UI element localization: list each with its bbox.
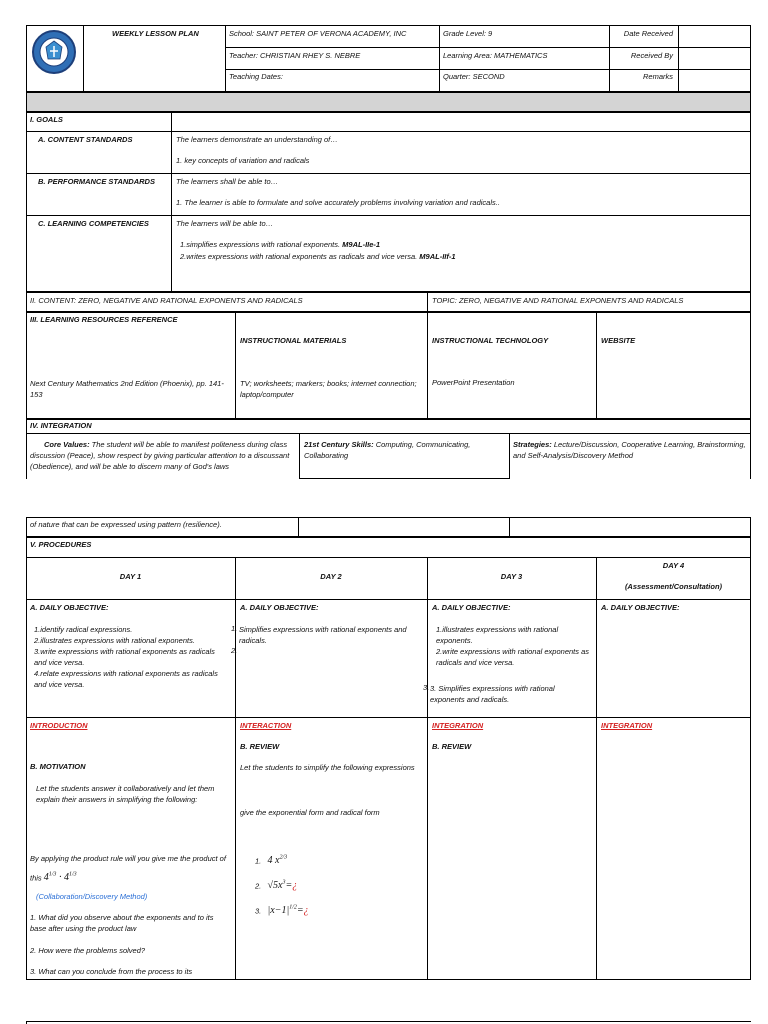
goals-line-1: [26, 131, 751, 132]
materials-label: INSTRUCTIONAL MATERIALS: [240, 336, 347, 345]
day3-review-label: B. REVIEW: [432, 742, 472, 751]
day3-objective-num-3: 3.: [423, 683, 430, 692]
school-field: School: SAINT PETER OF VERONA ACADEMY, INC: [229, 29, 407, 38]
reference-text: Next Century Mathematics 2nd Edition (Phoenix), pp. 141-153: [30, 379, 224, 399]
competency-1-text: 1.simplifies expressions with rational exponents.: [180, 240, 341, 249]
plan-title: WEEKLY LESSON PLAN: [112, 29, 199, 38]
proc-div-1: [235, 557, 236, 980]
content-row-divider: [427, 292, 428, 312]
competencies-line-2: [180, 240, 380, 250]
integration-div-2: [509, 433, 510, 479]
strategies-body: Lecture/Discussion, Cooperative Learning, Brainstorming, and Self-Analysis/Discovery Method: [513, 440, 746, 460]
resources-table: [26, 312, 751, 419]
day4-subheader: (Assessment/Consultation): [624, 582, 723, 591]
question-3: 3. What can you conclude from the process to its: [30, 967, 193, 976]
interaction-label: INTERACTION: [240, 721, 292, 730]
proc-div-3: [596, 557, 597, 980]
website-label: WEBSITE: [601, 336, 636, 345]
empty-mid-cell: [298, 517, 509, 537]
procedures-heading: V. PROCEDURES: [30, 540, 92, 549]
day3-header: DAY 3: [500, 572, 523, 581]
technology-text: PowerPoint Presentation: [432, 378, 515, 387]
core-values-body: The student will be able to manifest politeness during class discussion (Peace), show respect by giving particular attention to a discussant (Obedience), and will be able to discern many of God's laws: [30, 440, 290, 471]
integration-heading-line: [26, 433, 751, 434]
objective-row-line: [26, 717, 751, 718]
day3-objective-3: 3. Simplifies expressions with rational exponents and radicals.: [430, 684, 555, 704]
core-values-label: Core Values:: [44, 440, 90, 449]
day4-objective-label: A. DAILY OBJECTIVE:: [601, 603, 680, 612]
day2-objective-label: A. DAILY OBJECTIVE:: [240, 603, 319, 612]
competency-2-code: M9AL-IIf-1: [419, 252, 456, 261]
content-text: II. CONTENT: ZERO, NEGATIVE AND RATIONAL EXPONENTS AND RADICALS: [30, 296, 303, 305]
motivation-label: B. MOTIVATION: [30, 762, 86, 771]
day2-objective-num-2: 2.: [231, 646, 238, 655]
resources-div-1: [235, 312, 236, 419]
product-expression: $4^{1/3} \cdot 4^{1/3}$: [43, 872, 77, 884]
motivation-text: Let the students answer it collaboratively and let them explain their answers in simplifying the following:: [36, 784, 215, 804]
review-instructions-2: give the exponential form and radical form: [240, 808, 380, 817]
question-2: 2. How were the problems solved?: [30, 946, 146, 955]
remarks-label: Remarks: [642, 72, 673, 81]
skills-text: [304, 439, 504, 461]
received-by-label: Received By: [630, 51, 673, 60]
competency-2-text: 2.writes expressions with rational exponents as radicals and vice versa.: [180, 252, 418, 261]
goals-line-3: [26, 215, 751, 216]
materials-text: TV; worksheets; markers; books; internet connection; laptop/computer: [240, 379, 417, 399]
grade-level-field: Grade Level: 9: [443, 29, 493, 38]
integration-bottom-mid: [299, 478, 509, 479]
core-values-text: [30, 439, 296, 472]
content-standards-label: A. CONTENT STANDARDS: [38, 135, 133, 144]
day2-objective-num-1: 1.: [231, 624, 238, 633]
day1-objective-label: A. DAILY OBJECTIVE:: [30, 603, 109, 612]
competencies-line-1: The learners will be able to…: [176, 219, 274, 228]
gray-band: [26, 92, 751, 112]
day4-header: DAY 4: [662, 561, 685, 570]
day1-objective-4: 4.relate expressions with rational exponents as radicals and vice versa.: [34, 669, 218, 689]
days-row-line: [26, 599, 751, 600]
day3-objective-label: A. DAILY OBJECTIVE:: [432, 603, 511, 612]
review-item-1: 1. 4 $x^{2/3}$: [255, 855, 288, 867]
competencies-line-3: [180, 252, 456, 262]
content-standards-line-1: The learners demonstrate an understanding of…: [176, 135, 338, 144]
topic-label: TOPIC: ZERO, NEGATIVE AND RATIONAL EXPONENTS AND RADICALS: [432, 296, 684, 305]
resources-heading: III. LEARNING RESOURCES REFERENCE: [30, 315, 178, 324]
review-item-2: 2. $√5x^3=¿$: [255, 880, 298, 892]
proc-div-2: [427, 557, 428, 980]
teaching-dates-field: Teaching Dates:: [229, 72, 283, 81]
strategies-text: [513, 439, 748, 461]
day3-objective-1: 1.illustrates expressions with rational exponents.: [436, 625, 559, 645]
performance-line-1: The learners shall be able to…: [176, 177, 279, 186]
day2-objective: Simplifies expressions with rational exponents and radicals.: [239, 625, 407, 645]
learning-competencies-label: C. LEARNING COMPETENCIES: [38, 219, 149, 228]
product-rule-text: [30, 851, 230, 886]
header-divider-3: [439, 25, 440, 92]
goals-heading: I. GOALS: [30, 115, 63, 124]
learning-area-field: Learning Area: MATHEMATICS: [443, 51, 548, 60]
integration-label-day4: INTEGRATION: [601, 721, 653, 730]
skills-body: Computing, Communicating, Collaborating: [304, 440, 471, 460]
product-rule-body: By applying the product rule will you give me the product of this: [30, 854, 226, 883]
header-divider-1: [83, 25, 84, 92]
performance-standards-label: B. PERFORMANCE STANDARDS: [38, 177, 155, 186]
day1-objective-1: 1.identify radical expressions.: [34, 625, 133, 634]
school-seal-logo: [31, 29, 77, 75]
day3-objectives: [436, 624, 591, 668]
review-item-3: 3. $|x-1|^{1/2}=¿$: [255, 905, 309, 917]
procedures-heading-line: [26, 557, 751, 558]
header-divider-5: [678, 25, 679, 92]
resources-div-2: [427, 312, 428, 419]
day2-review-label: B. REVIEW: [240, 742, 280, 751]
strategies-label: Strategies:: [513, 440, 552, 449]
quarter-field: Quarter: SECOND: [443, 72, 505, 81]
day1-header: DAY 1: [119, 572, 142, 581]
technology-label: INSTRUCTIONAL TECHNOLOGY: [432, 336, 549, 345]
header-row-line-2: [225, 69, 751, 70]
integration-heading: IV. INTEGRATION: [30, 421, 92, 430]
date-received-label: Date Received: [623, 29, 673, 38]
integration-div-1: [299, 433, 300, 479]
content-label: [30, 296, 303, 306]
resources-div-3: [596, 312, 597, 419]
content-standards-line-2: 1. key concepts of variation and radicals: [176, 156, 310, 165]
review-instructions: Let the students to simplify the following expressions: [240, 763, 415, 772]
day1-objectives: [34, 624, 229, 690]
day3-objective-2: 2.write expressions with rational exponents as radicals and vice versa.: [436, 647, 589, 667]
day2-header: DAY 2: [320, 572, 342, 581]
day1-objective-3: 3.write expressions with rational exponents as radicals and vice versa.: [34, 647, 215, 667]
performance-line-2: 1. The learner is able to formulate and solve accurately problems involving variation and radicals..: [176, 198, 500, 207]
competency-1-code: M9AL-IIe-1: [342, 240, 381, 249]
header-divider-2: [225, 25, 226, 92]
question-1: 1. What did you observe about the exponents and to its base after using the product law: [30, 913, 214, 933]
goals-line-2: [26, 173, 751, 174]
next-page-table-top: [26, 1021, 751, 1022]
integration-label-day3: INTEGRATION: [432, 721, 484, 730]
collaboration-method: (Collaboration/Discovery Method): [36, 892, 148, 901]
day1-objective-2: 2.illustrates expressions with rational exponents.: [34, 636, 195, 645]
goals-col-divider: [171, 112, 172, 292]
skills-label: 21st Century Skills:: [304, 440, 374, 449]
teacher-field: Teacher: CHRISTIAN RHEY S. NEBRE: [229, 51, 361, 60]
header-row-line-1: [225, 47, 751, 48]
core-values-continued: of nature that can be expressed using pattern (resilience).: [30, 520, 222, 529]
strategies-continued-cell: [509, 517, 751, 537]
introduction-label: INTRODUCTION: [30, 721, 88, 730]
